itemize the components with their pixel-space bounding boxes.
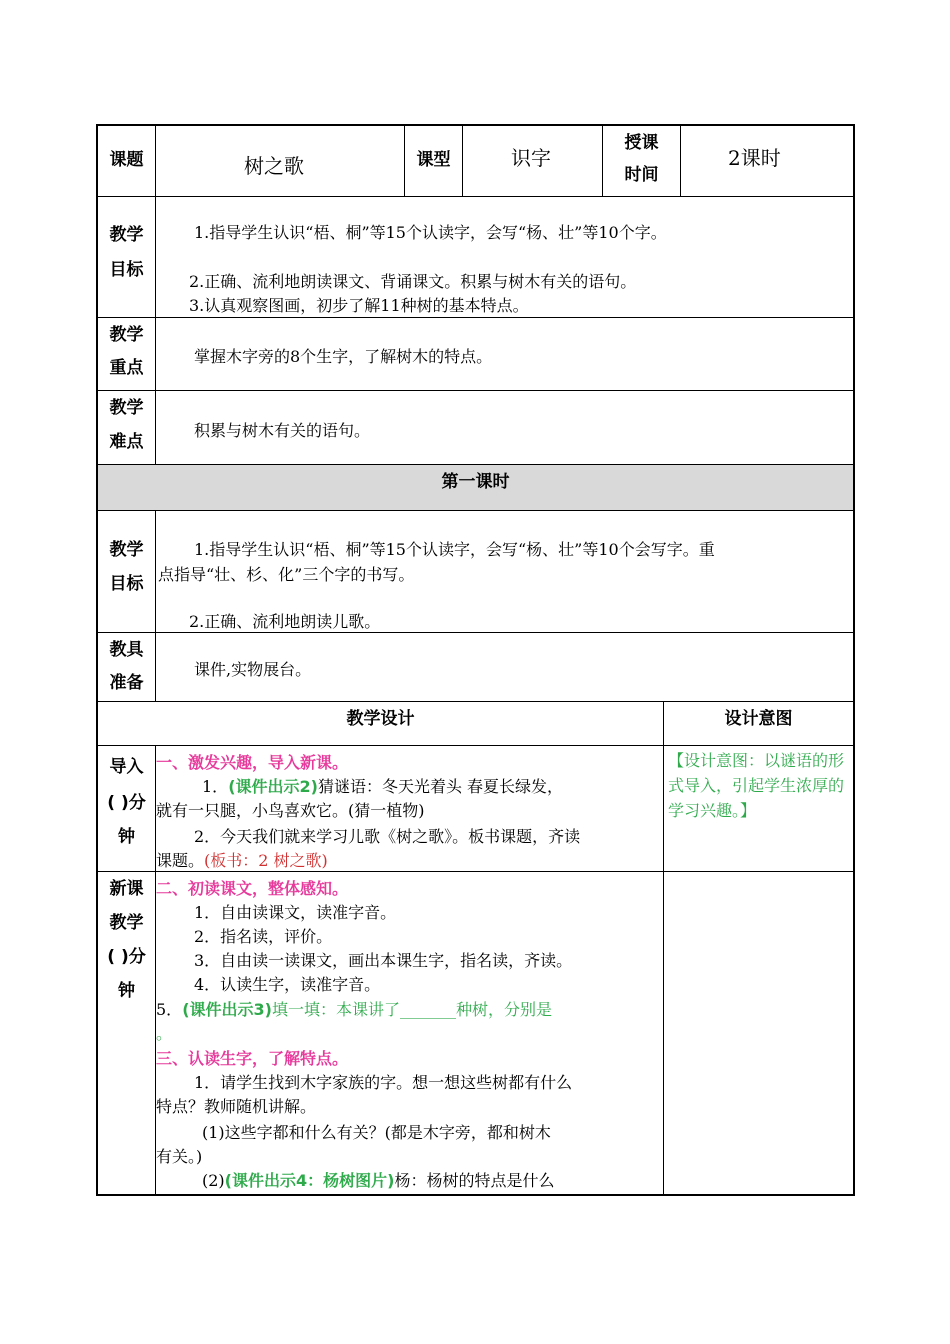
- intro-row: [98, 746, 853, 872]
- intro-p2-cont: 课题。(板书：2 树之歌): [156, 851, 328, 870]
- newlesson-label-4: 钟: [118, 981, 135, 1001]
- goal-line-3: 3.认真观察图画，初步了解11种树的基本特点。: [189, 296, 529, 315]
- design-header-right: 设计意图: [724, 709, 793, 729]
- newlesson-label-3: ( )分: [107, 947, 146, 967]
- goal-line-1: 1.指导学生认识“梧、桐”等15个认读字，会写“杨、壮”等10个字。: [194, 223, 667, 242]
- newlesson-p3-3: (2)(课件出示4：杨树图片)杨：杨树的特点是什么: [202, 1171, 555, 1190]
- newlesson-item-2: 2．指名读，评价。: [194, 927, 333, 946]
- focus-label-1: 教学: [109, 325, 144, 345]
- newlesson-item-5: 5．(课件出示3)填一填：本课讲了_______种树，分别是: [156, 1000, 552, 1019]
- tools-row: [98, 633, 853, 702]
- lesson1-goals-label-1: 教学: [109, 540, 144, 560]
- intro-label-1: 导入: [109, 757, 144, 777]
- goals-label-2: 目标: [109, 260, 144, 280]
- newlesson-intent-cell: [664, 872, 853, 1194]
- intro-heading: 一、激发兴趣，导入新课。: [156, 753, 349, 772]
- header-row: [98, 126, 853, 197]
- courseware-tag: (课件出示2): [228, 777, 318, 796]
- blackboard-note: (板书：2 树之歌): [204, 851, 328, 870]
- intro-p1-cont: 就有一只腿，小鸟喜欢它。(猜一植物): [156, 801, 425, 820]
- newlesson-item-4: 4．认读生字，读准字音。: [194, 975, 381, 994]
- newlesson-p3-2b: 有关。): [156, 1147, 203, 1166]
- focus-row: [98, 318, 853, 391]
- newlesson-p3-1: 1．请学生找到木字家族的字。想一想这些树都有什么: [194, 1073, 573, 1092]
- topic-label: 课题: [109, 150, 144, 170]
- newlesson-item-5-dot: 。: [156, 1024, 173, 1043]
- goals-label-1: 教学: [109, 225, 144, 245]
- time-label-1: 授课: [624, 133, 659, 153]
- lesson-plan-table: [96, 124, 855, 1196]
- newlesson-label-2: 教学: [109, 913, 144, 933]
- difficulty-label-2: 难点: [109, 432, 144, 452]
- lesson1-goals-label-2: 目标: [109, 574, 144, 594]
- intro-p1: 1．(课件出示2)猜谜语：冬天光着头 春夏长绿发，: [202, 777, 564, 796]
- newlesson-p3-1b: 特点？教师随机讲解。: [156, 1097, 317, 1116]
- newlesson-item-3: 3．自由读一读课文，画出本课生字，指名读，齐读。: [194, 951, 573, 970]
- lesson1-title: 第一课时: [441, 472, 510, 492]
- focus-text: 掌握木字旁的8个生字，了解树木的特点。: [194, 347, 493, 366]
- intro-label-3: 钟: [118, 827, 135, 847]
- topic-value: 树之歌: [244, 154, 304, 178]
- newlesson-p3-2: (1)这些字都和什么有关？(都是木字旁，都和树木: [202, 1123, 551, 1142]
- goal-line-2: 2.正确、流利地朗读课文、背诵课文。积累与树木有关的语句。: [189, 272, 637, 291]
- design-intent: 【设计意图：以谜语的形式导入，引起学生浓厚的学习兴趣。】: [668, 751, 845, 820]
- design-header-row: [98, 702, 853, 746]
- newlesson-heading-2: 二、初读课文，整体感知。: [156, 879, 349, 898]
- type-value: 识字: [511, 146, 551, 170]
- tools-text: 课件,实物展台。: [194, 660, 312, 679]
- goals-row: [98, 197, 853, 318]
- time-label-2: 时间: [624, 165, 659, 185]
- difficulty-text: 积累与树木有关的语句。: [194, 421, 371, 440]
- courseware-tag: (课件出示3): [182, 1000, 272, 1019]
- type-label: 课型: [416, 150, 451, 170]
- tools-label-2: 准备: [109, 673, 144, 693]
- time-value: 2课时: [728, 146, 781, 170]
- newlesson-row: [98, 872, 853, 1194]
- intro-p2: 2．今天我们就来学习儿歌《树之歌》。板书课题，齐读: [194, 827, 581, 846]
- lesson1-goal-line-1b: 点指导“壮、杉、化”三个字的书写。: [158, 565, 415, 584]
- design-header-left: 教学设计: [346, 709, 415, 729]
- difficulty-label-1: 教学: [109, 398, 144, 418]
- newlesson-item-1: 1．自由读课文，读准字音。: [194, 903, 397, 922]
- lesson1-title-row: [98, 465, 853, 511]
- courseware-tag: (课件出示4：杨树图片): [224, 1171, 395, 1190]
- lesson1-goal-line-1a: 1.指导学生认识“梧、桐”等15个认读字，会写“杨、壮”等10个会写字。重: [194, 540, 715, 559]
- newlesson-heading-3: 三、认读生字，了解特点。: [156, 1049, 349, 1068]
- lesson1-goals-row: [98, 511, 853, 633]
- intro-label-2: ( )分: [107, 793, 146, 813]
- tools-label-1: 教具: [109, 640, 144, 660]
- focus-label-2: 重点: [109, 358, 144, 378]
- lesson1-goal-line-2: 2.正确、流利地朗读儿歌。: [189, 612, 381, 631]
- newlesson-label-1: 新课: [109, 879, 144, 899]
- difficulty-row: [98, 391, 853, 465]
